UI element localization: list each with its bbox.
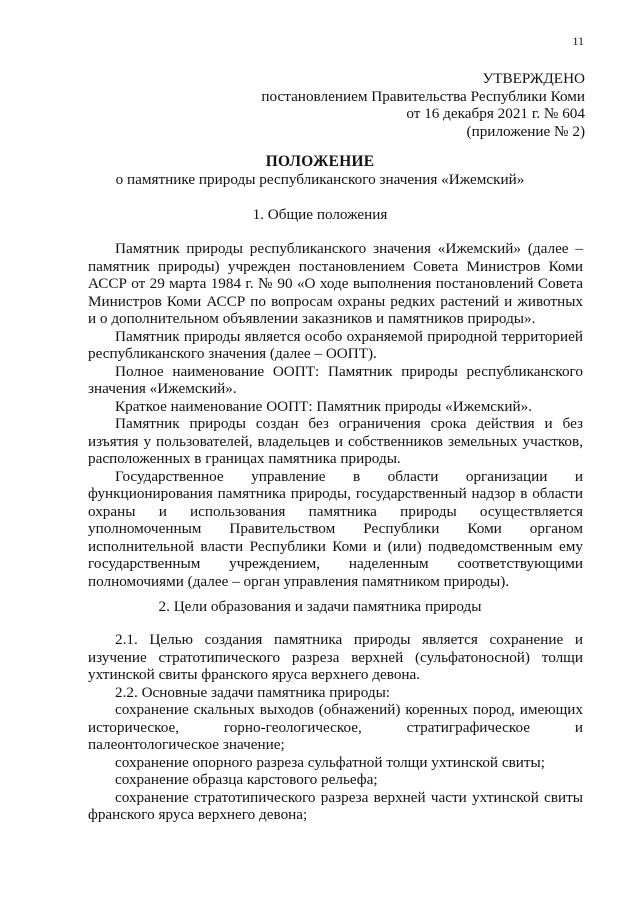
- approval-appendix: (приложение № 2): [466, 122, 585, 140]
- section-1-body: [88, 240, 583, 590]
- section-2-paragraph: сохранение стратотипического разреза верхней части ухтинской свиты франского яруса верхнего девона;: [88, 788, 583, 823]
- section-2-paragraph: 2.2. Основные задачи памятника природы:: [115, 683, 391, 701]
- section-1-paragraph: Государственное управление в области организации и функционирования памятника природы, государственный надзор в области охраны и использования памятника природы осуществляется уполномоченным Правительством Республики Коми органом исполнительной власти Республики Коми и (или) подведомственным ему государственным учреждением, наделенным соответствующими полномочиями (далее – орган управления памятником природы).: [88, 467, 583, 590]
- section-2-paragraph: сохранение образца карстового рельефа;: [115, 771, 378, 788]
- page-number: 11: [572, 34, 584, 48]
- section-1-paragraph: Памятник природы является особо охраняемой природной территорией республиканского значения (далее – ООПТ).: [88, 327, 583, 362]
- section-1-paragraph: Краткое наименование ООПТ: Памятник природы «Ижемский».: [115, 397, 533, 415]
- section-2-paragraph: 2.1. Целью создания памятника природы является сохранение и изучение стратотипического разреза верхней (сульфатоносной) толщи ухтинской свиты франского яруса верхнего девона.: [88, 631, 583, 683]
- approval-stamp: [165, 70, 585, 140]
- section-2-paragraph: сохранение скальных выходов (обнажений) коренных пород, имеющих историческое, горно-геологическое, стратиграфическое и палеонтологическое значение;: [88, 701, 583, 753]
- section-2-body: [88, 631, 583, 824]
- section-1-paragraph: Памятник природы создан без ограничения срока действия и без изъятия у пользователей, владельцев и собственников земельных участков, расположенных в границах памятника природы.: [88, 415, 583, 467]
- section-1-paragraph: Полное наименование ООПТ: Памятник природы республиканского значения «Ижемский».: [88, 362, 583, 397]
- approval-heading: УТВЕРЖДЕНО: [482, 70, 585, 87]
- document-subtitle: о памятнике природы республиканского значения «Ижемский»: [115, 171, 525, 188]
- section-2-heading: 2. Цели образования и задачи памятника природы: [158, 598, 482, 615]
- section-1-heading: 1. Общие положения: [252, 206, 388, 223]
- document-title: ПОЛОЖЕНИЕ: [265, 153, 375, 170]
- section-2-paragraph: сохранение опорного разреза сульфатной толщи ухтинской свиты;: [115, 753, 545, 771]
- approval-date: от 16 декабря 2021 г. № 604: [406, 105, 585, 122]
- document-title-block: [40, 153, 600, 189]
- approval-issuer: постановлением Правительства Республики Коми: [261, 87, 585, 105]
- section-1-paragraph: Памятник природы республиканского значения «Ижемский» (далее – памятник природы) учрежден постановлением Совета Министров Коми АССР от 29 марта 1984 г. № 90 «О ходе выполнения постановлений Совета Министров Коми АССР по вопросам охраны редких растений и животных и о дополнительном объявлении заказников и памятников природы».: [88, 240, 583, 327]
